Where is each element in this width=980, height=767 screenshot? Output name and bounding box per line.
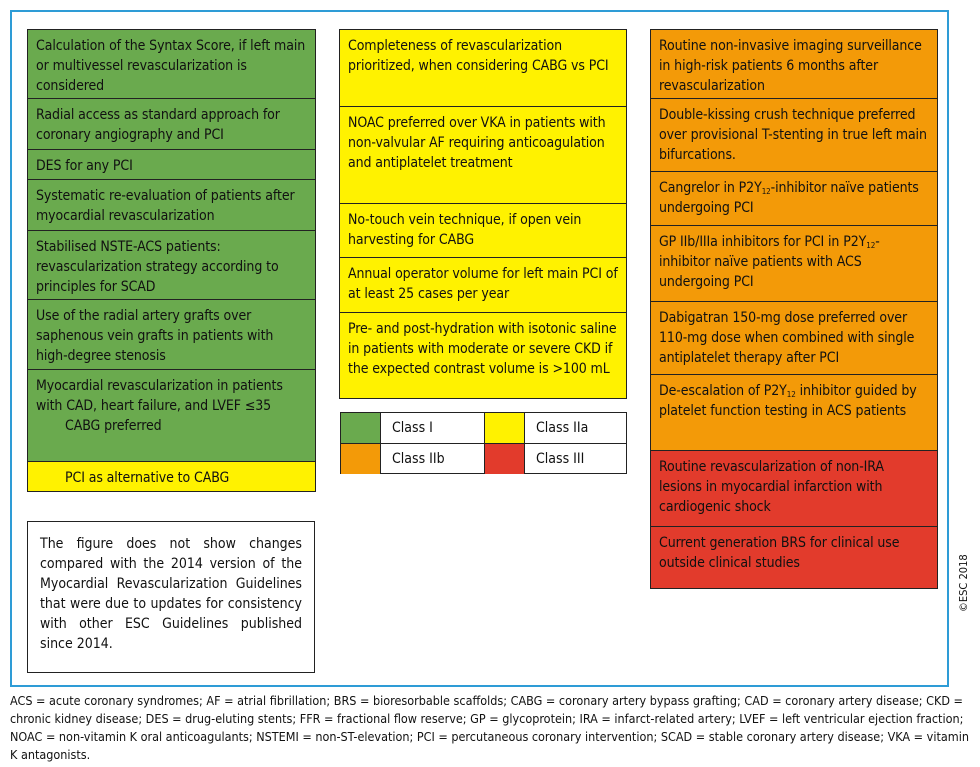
legend-swatch-class3 <box>485 444 525 474</box>
class1-item-nste-acs: Stabilised NSTE-ACS patients: revascularization strategy according to principles for SCAD <box>27 230 316 300</box>
class2a-item-no-touch-vein: No-touch vein technique, if open vein harvesting for CABG <box>339 203 627 258</box>
class1-item-radial-grafts: Use of the radial artery grafts over saphenous vein grafts in patients with high-degree stenosis <box>27 299 316 370</box>
class2a-item-completeness: Completeness of revascularization prioritized, when considering CABG vs PCI <box>339 29 627 107</box>
class1-item-cad-heart-failure <box>27 369 316 462</box>
class3-item-non-ira: Routine revascularization of non-IRA lesions in myocardial infarction with cardiogenic shock <box>650 450 938 527</box>
legend-swatch-class2b <box>341 444 381 474</box>
legend-label-class2b: Class IIb <box>392 451 445 467</box>
class3-item-brs: Current generation BRS for clinical use outside clinical studies <box>650 526 938 589</box>
class2a-item-noac: NOAC preferred over VKA in patients with non-valvular AF requiring anticoagulation and antiplatelet treatment <box>339 106 627 204</box>
class2a-item-hydration: Pre- and post-hydration with isotonic saline in patients with moderate or severe CKD if the expected contrast volume is >100 mL <box>339 312 627 399</box>
cabg-preferred-label: CABG preferred <box>65 418 162 434</box>
class1-item-radial-access: Radial access as standard approach for coronary angiography and PCI <box>27 98 316 150</box>
class2b-item-de-escalation: De-escalation of $P2Y_{12}$ inhibitor guided by platelet function testing in ACS patients <box>650 374 938 451</box>
note-box: The figure does not show changes compared with the 2014 version of the Myocardial Revascularization Guidelines that were due to updates for consistency with other ESC Guidelines published since 2014. <box>27 521 315 673</box>
class-legend <box>340 412 627 474</box>
copyright-label: ©ESC 2018 <box>957 554 970 612</box>
class2b-item-cangrelor: Cangrelor in $P2Y_{12}$-inhibitor naïve patients undergoing PCI <box>650 171 938 226</box>
legend-label-class1: Class I <box>392 420 433 436</box>
cad-heart-failure-text: Myocardial revascularization in patients with CAD, heart failure, and LVEF ≤35 <box>36 378 283 414</box>
legend-label-class3: Class III <box>536 451 585 467</box>
class2b-item-gp-inhibitors: GP IIb/IIIa inhibitors for PCI in $P2Y_{12}$-inhibitor naïve patients with ACS undergoing PCI <box>650 225 938 302</box>
abbreviations-footer: ACS = acute coronary syndromes; AF = atrial fibrillation; BRS = bioresorbable scaffolds; CABG = coronary artery bypass grafting; CAD = coronary artery disease; CKD = chronic kidney disease; DES = drug-eluting stents; FFR = fractional flow reserve; GP = glycoprotein; IRA = infarct-related artery; LVEF = left ventricular ejection fraction; NOAC = non-vitamin K oral anticoagulants; NSTEMI = non-ST-elevation; PCI = percutaneous coronary intervention; SCAD = stable coronary artery disease; VKA = vitamin K antagonists. <box>10 693 969 762</box>
legend-swatch-class1 <box>341 413 381 443</box>
class1-item-syntax-score: Calculation of the Syntax Score, if left main or multivessel revascularization is considered <box>27 29 316 99</box>
class2b-item-double-kissing: Double-kissing crush technique preferred over provisional T-stenting in true left main bifurcations. <box>650 98 938 172</box>
legend-label-class2a: Class IIa <box>536 420 589 436</box>
legend-swatch-class2a <box>485 413 525 443</box>
class2a-item-pci-alternative: PCI as alternative to CABG <box>27 461 316 492</box>
class2b-item-dabigatran: Dabigatran 150-mg dose preferred over 110-mg dose when combined with single antiplatelet therapy after PCI <box>650 301 938 375</box>
class2b-item-imaging-surveillance: Routine non-invasive imaging surveillance in high-risk patients 6 months after revascularization <box>650 29 938 99</box>
class1-item-re-evaluation: Systematic re-evaluation of patients after myocardial revascularization <box>27 179 316 231</box>
class2a-item-operator-volume: Annual operator volume for left main PCI of at least 25 cases per year <box>339 257 627 313</box>
class1-item-des: DES for any PCI <box>27 149 316 180</box>
